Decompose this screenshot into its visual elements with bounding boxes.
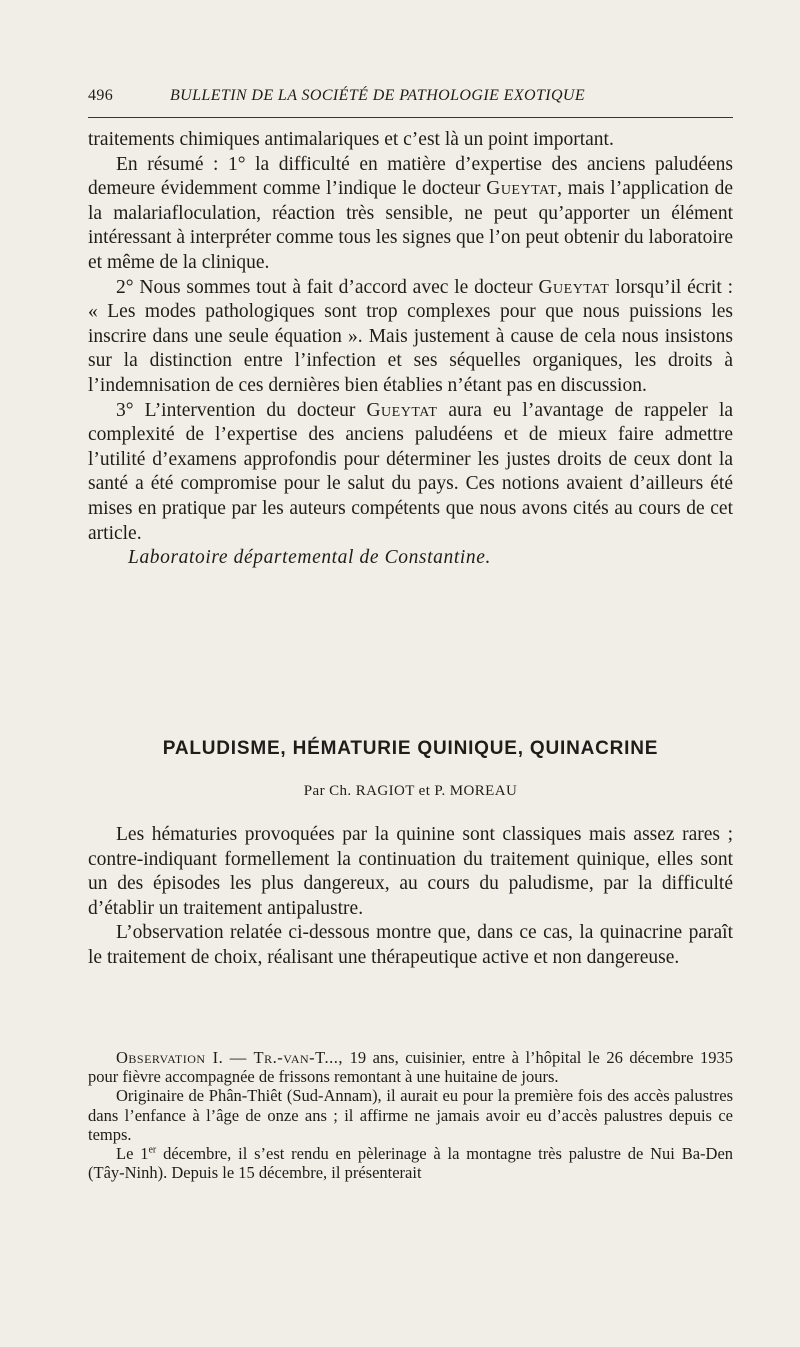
article-title: PALUDISME, HÉMATURIE QUINIQUE, QUINACRINE (162, 738, 659, 759)
observation-label: Observation I. (116, 1048, 224, 1067)
author-name: Gueytat (366, 399, 438, 421)
paragraph: traitements chimiques antimalariques et c’est là un point important. (88, 129, 614, 150)
paragraph: Les hématuries provoquées par la quinine sont classiques mais assez rares ; contre-indiquant formellement la continuation du traitement quinique, elles sont un des épisodes les plus dangereux, au cours du paludisme, par la difficulté d’établir un traitement antipalustre. (88, 824, 733, 919)
patient-name: — Tr.-van-T..., (229, 1048, 344, 1067)
author-name: Gueytat (486, 178, 558, 200)
affiliation-signature: Laboratoire départemental de Constantine. (128, 547, 491, 569)
paragraph: 3° L’intervention du docteur Gueytat aura eu l’avantage de rappeler la complexité de l’expertise des anciens paludéens et de mieux faire admettre l’utilité d’examens approfondis pour déterminer les justes droits de ceux dont la santé a été compromise pour le salut du pays. Ces notions avaient d’ailleurs été mises en pratique par les auteurs compétents que nous avons cités au cours de cet article. (88, 399, 734, 544)
article-intro (88, 823, 733, 971)
paragraph: En résumé : 1° la difficulté en matière d’expertise des anciens paludéens demeure évidemment comme l’indique le docteur Gueytat, mais l’application de la malariafloculation, réaction très sensible, ne peut qu’apporter un élément intéressant à interpréter comme tous les signes que l’on peut obtenir du laboratoire et même de la clinique. (88, 153, 733, 273)
observation-paragraph: Observation I. — Tr.-van-T..., 19 ans, cuisinier, entre à l’hôpital le 26 décembre 1935 pour fièvre accompagnée de frissons remontant à une huitaine de jours. (88, 1048, 734, 1087)
paragraph: L’observation relatée ci-dessous montre que, dans ce cas, la quinacrine paraît le traitement de choix, réalisant une thérapeutique active et non dangereuse. (88, 922, 733, 968)
previous-article-conclusion (88, 128, 733, 571)
header-rule (88, 117, 733, 118)
observation-paragraph: Le 1er décembre, il s’est rendu en pèlerinage à la montagne très palustre de Nui Ba-Den (Tây-Ninh). Depuis le 15 décembre, il présenterait (88, 1144, 734, 1183)
observation-section (88, 1048, 733, 1182)
page-number: 496 (88, 87, 114, 104)
author-name: Gueytat (538, 276, 610, 298)
paragraph: 2° Nous sommes tout à fait d’accord avec le docteur Gueytat lorsqu’il écrit : « Les modes pathologiques sont trop complexes pour que nous puissions les inscrire dans une seule équation ». Mais justement à cause de cela nous insistons sur la distinction entre l’infection et ses séquelles organiques, les droits à l’indemnisation de ces dernières bien établies n’étant pas en discussion. (88, 276, 734, 396)
observation-paragraph: Originaire de Phân-Thiêt (Sud-Annam), il aurait eu pour la première fois des accès palustres dans l’enfance à l’âge de onze ans ; il affirme ne jamais avoir eu d’accès palustres depuis ce temps. (88, 1086, 733, 1144)
journal-title: BULLETIN DE LA SOCIÉTÉ DE PATHOLOGIE EXOTIQUE (170, 87, 586, 104)
article-byline: Par Ch. RAGIOT et P. MOREAU (303, 783, 518, 799)
